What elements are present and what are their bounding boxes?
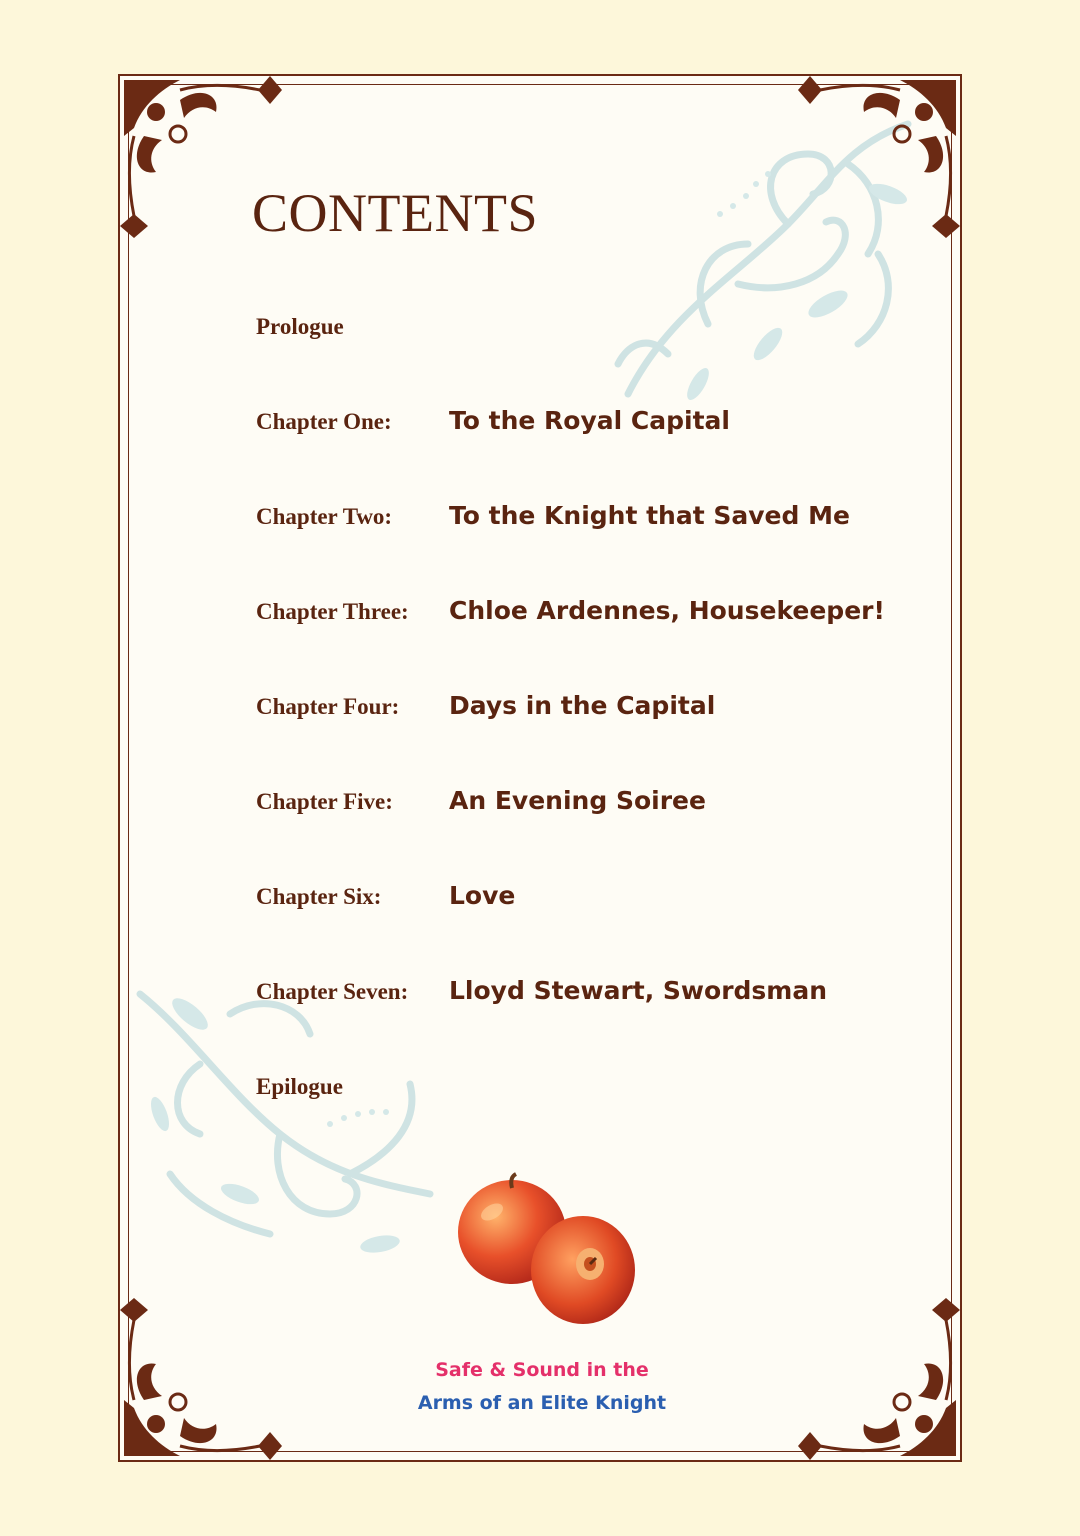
toc-label: Chapter Two: [256, 504, 393, 529]
toc-entry-chapter-three [256, 596, 956, 639]
toc-entry-chapter-seven [256, 976, 956, 1019]
toc-title: Love [449, 881, 516, 910]
toc-title: Days in the Capital [449, 691, 716, 720]
apples-illustration-icon [456, 1172, 642, 1330]
toc-title: Chloe Ardennes, Housekeeper! [449, 596, 885, 625]
toc-label: Chapter Six: [256, 884, 382, 909]
toc-label: Chapter Three: [256, 599, 409, 624]
toc-label: Prologue [256, 314, 344, 339]
toc-title: An Evening Soiree [449, 786, 706, 815]
toc-entry-epilogue [256, 1074, 956, 1114]
toc-entry-chapter-two [256, 501, 956, 544]
toc-title: Lloyd Stewart, Swordsman [449, 976, 828, 1005]
toc-label: Epilogue [256, 1074, 343, 1099]
toc-label: Chapter Four: [256, 694, 400, 719]
page-title: CONTENTS [252, 183, 538, 243]
contents-page [118, 74, 962, 1462]
toc-entry-chapter-four [256, 691, 956, 734]
toc-entry-chapter-five [256, 786, 956, 829]
toc-label: Chapter One: [256, 409, 392, 434]
toc-entry-prologue [256, 314, 956, 354]
series-title-line-2: Arms of an Elite Knight [417, 1392, 667, 1414]
toc-label: Chapter Five: [256, 789, 393, 814]
series-title-line-1: Safe & Sound in the [435, 1359, 649, 1381]
toc-label: Chapter Seven: [256, 979, 409, 1004]
corner-ornament-icon [780, 76, 960, 256]
toc-entry-chapter-one [256, 406, 956, 449]
toc-title: To the Royal Capital [449, 406, 730, 435]
toc-entry-chapter-six [256, 881, 956, 924]
toc-title: To the Knight that Saved Me [449, 501, 850, 530]
